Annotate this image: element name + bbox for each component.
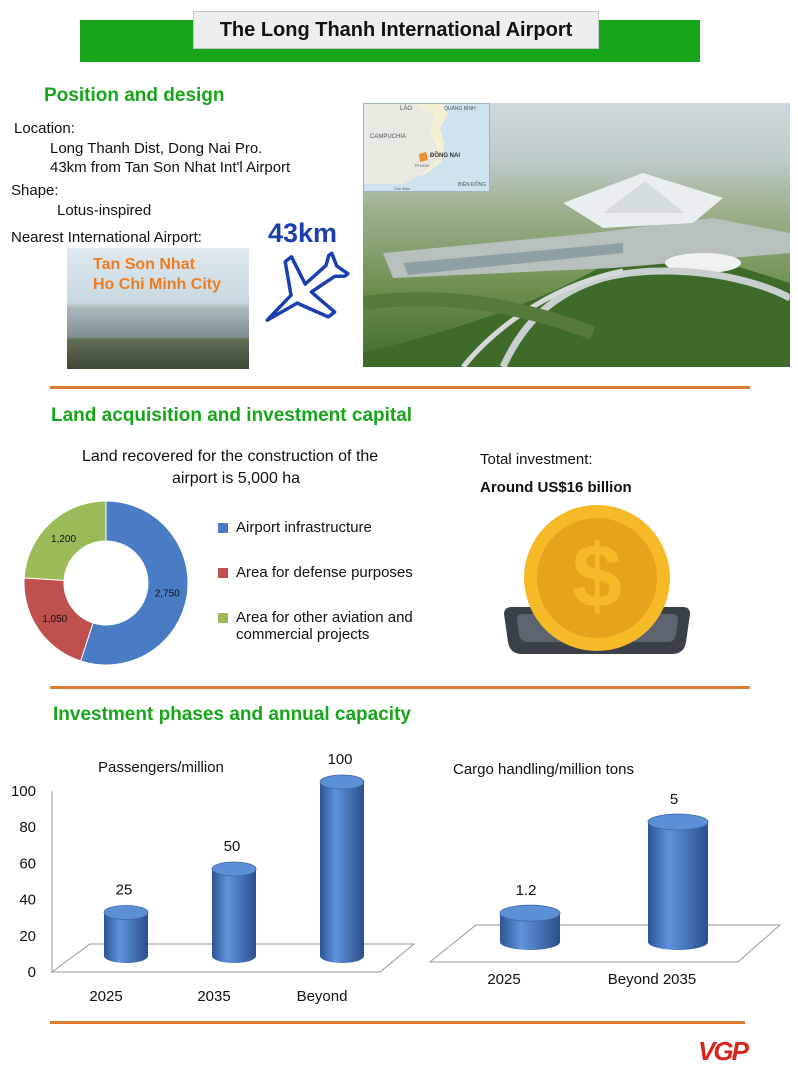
chart-title: Passengers/million — [98, 759, 224, 776]
section-heading-position: Position and design — [44, 85, 225, 106]
y-tick-label: 0 — [27, 964, 36, 981]
donut-title-line-2: airport is 5,000 ha — [172, 470, 301, 487]
bar-top — [320, 775, 364, 789]
y-tick-label: 20 — [19, 927, 36, 945]
shape-value: Lotus-inspired — [57, 202, 152, 219]
bar-body — [320, 782, 364, 963]
investment-label: Total investment: — [480, 451, 593, 468]
map-label-dong-nai: ĐỒNG NAI — [430, 153, 460, 159]
y-tick-label: 40 — [19, 891, 36, 909]
chart-title: Cargo handling/million tons — [453, 761, 634, 778]
bar — [104, 906, 148, 964]
legend-swatch — [218, 568, 228, 578]
x-tick-label: 2035 — [197, 988, 231, 1005]
airplane-icon — [252, 250, 352, 336]
y-tick-label: 100 — [10, 783, 36, 800]
bar-top — [648, 814, 708, 830]
coin-symbol: $ — [571, 527, 623, 627]
donut-value-label: 2,750 — [154, 588, 180, 600]
section-heading-phases: Investment phases and annual capacity — [53, 704, 411, 725]
section-heading-land: Land acquisition and investment capital — [51, 405, 413, 426]
tan-son-nhat-photo — [67, 248, 249, 369]
section-divider — [50, 686, 750, 689]
location-map — [363, 103, 490, 192]
dollar-coin-icon — [500, 502, 695, 662]
map-label-quang-binh: QUẢNG BÌNH — [444, 106, 476, 112]
bar-top — [500, 905, 560, 921]
legend-label: Area for defense purposes — [236, 564, 413, 581]
bar-value-label: 5 — [669, 791, 679, 808]
land-donut-chart — [20, 497, 200, 677]
donut-value-label: 1,200 — [51, 533, 77, 545]
donut-title-line-1: Land recovered for the construction of the — [82, 448, 379, 465]
bar-value-label: 50 — [223, 838, 241, 855]
bar — [212, 862, 256, 963]
section-divider — [50, 386, 750, 389]
location-label: Location: — [14, 120, 75, 137]
y-tick-label: 60 — [19, 855, 36, 873]
bar-top — [212, 862, 256, 876]
x-tick-label: Beyond 2035 — [607, 971, 697, 988]
logo-text: VGP — [698, 1036, 747, 1066]
photo-caption-2: Ho Chi Minh City — [93, 276, 221, 293]
x-tick-label: 2025 — [487, 971, 521, 988]
bar-body — [104, 913, 148, 964]
bar-body — [212, 869, 256, 963]
location-line-1: Long Thanh Dist, Dong Nai Pro. — [50, 140, 263, 157]
bar-value-label: 1.2 — [515, 882, 537, 900]
page-title: The Long Thanh International Airport — [193, 11, 599, 49]
cargo-bar-chart — [428, 740, 798, 1000]
map-label-hcm: TP.HCM — [414, 163, 429, 168]
photo-caption-1: Tan Son Nhat — [93, 256, 195, 273]
bar-value-label: 100 — [327, 751, 353, 768]
legend-label: Airport infrastructure — [236, 519, 372, 536]
passengers-bar-chart — [0, 740, 430, 1015]
bar-body — [648, 822, 708, 950]
legend-item — [218, 519, 446, 536]
bar — [500, 905, 560, 950]
section-divider — [50, 1021, 745, 1024]
map-label-bien-dong: BIỂN ĐÔNG — [458, 182, 487, 188]
vgp-logo — [698, 1036, 747, 1067]
map-label-con-dao: Côn Đảo — [394, 186, 410, 191]
chart-floor — [430, 925, 780, 962]
investment-value: Around US$16 billion — [480, 479, 632, 496]
legend-label: Area for other aviation and commercial projects — [236, 609, 413, 643]
distance-label: 43km — [268, 218, 338, 248]
bar — [648, 814, 708, 950]
bar — [320, 775, 364, 963]
legend-swatch — [218, 523, 228, 533]
bar-top — [104, 906, 148, 920]
donut-legend — [218, 519, 446, 643]
bar-value-label: 25 — [115, 881, 133, 899]
x-tick-label: 2025 — [89, 988, 123, 1005]
map-label-cambodia: CAMPUCHIA — [370, 134, 407, 140]
map-label-laos: LÀO — [400, 106, 413, 112]
donut-value-label: 1,050 — [42, 613, 68, 625]
y-tick-label: 80 — [19, 819, 36, 837]
location-line-2: 43km from Tan Son Nhat Int'l Airport — [50, 159, 291, 176]
legend-item — [218, 564, 446, 581]
legend-item — [218, 609, 446, 643]
nearest-airport-label: Nearest International Airport: — [11, 229, 202, 246]
shape-label: Shape: — [11, 182, 59, 199]
legend-swatch — [218, 613, 228, 623]
x-tick-label: Beyond — [296, 988, 348, 1005]
